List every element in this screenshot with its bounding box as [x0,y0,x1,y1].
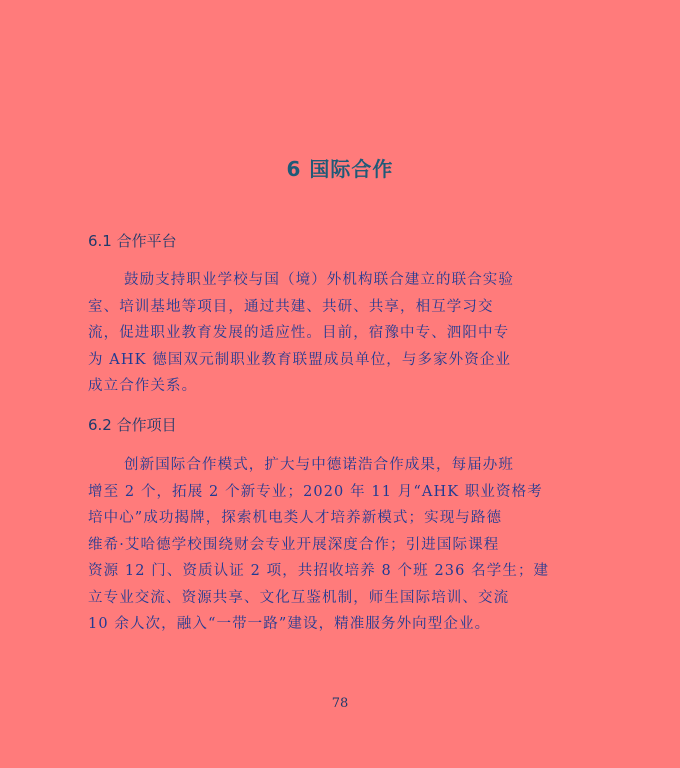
paragraph-line: 为 AHK 德国双元制职业教育联盟成员单位，与多家外资企业 [88,351,512,368]
paragraph-line: 室、培训基地等项目，通过共建、共研、共享，相互学习交 [88,298,494,315]
paragraph-line: 维希·艾哈德学校围绕财会专业开展深度合作；引进国际课程 [88,536,500,553]
section-heading-cooperation-projects: 6.2 合作项目 [88,416,177,434]
paragraph-cooperation-platform [88,267,588,400]
chapter-title: 6 国际合作 [286,157,394,182]
page-number: 78 [331,696,349,711]
paragraph-line: 成立合作关系。 [88,378,198,394]
paragraph-line: 10 余人次，融入“一带一路”建设，精准服务外向型企业。 [88,616,491,632]
paragraph-line: 流，促进职业教育发展的适应性。目前，宿豫中专、泗阳中专 [88,325,510,341]
section-heading-cooperation-platform: 6.1 合作平台 [88,232,177,250]
paragraph-line: 鼓励支持职业学校与国（境）外机构联合建立的联合实验 [124,272,514,288]
paragraph-cooperation-projects [88,452,588,638]
paragraph-line: 立专业交流、资源共享、文化互鉴机制，师生国际培训、交流 [88,589,510,606]
paragraph-line: 创新国际合作模式，扩大与中德诺浩合作成果，每届办班 [124,457,514,473]
paragraph-line: 资源 12 门、资质认证 2 项，共招收培养 8 个班 236 名学生；建 [88,563,550,579]
paragraph-line: 增至 2 个，拓展 2 个新专业；2020 年 11 月“AHK 职业资格考 [88,483,543,500]
paragraph-line: 培中心”成功揭牌，探索机电类人才培养新模式；实现与路德 [88,510,503,526]
